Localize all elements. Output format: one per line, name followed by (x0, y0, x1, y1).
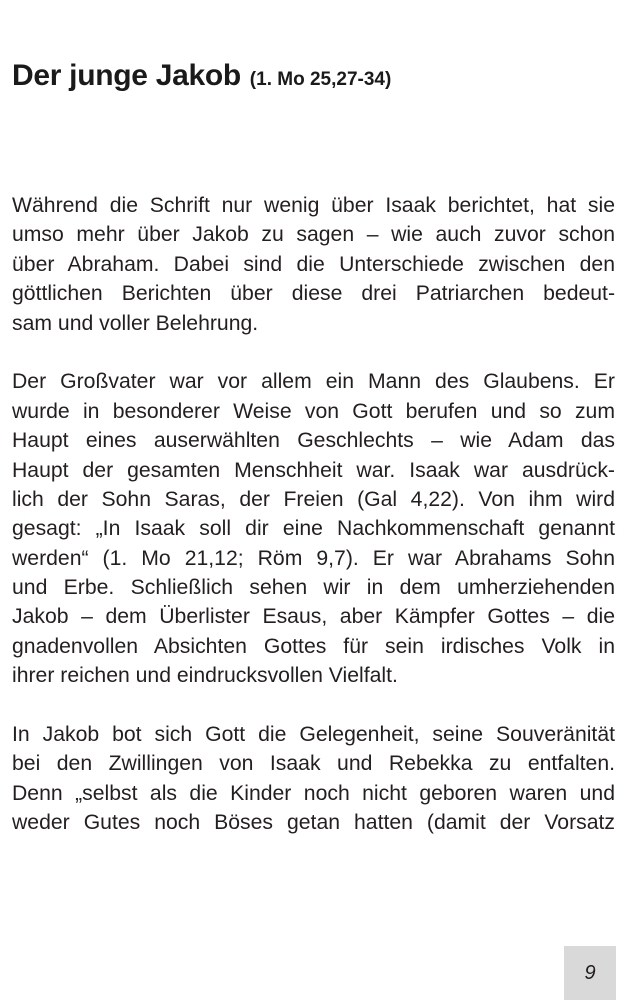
text-line: weder Gutes noch Böses getan hatten (damit der Vorsatz (12, 811, 615, 835)
text-line: Haupt der gesamten Menschheit war. Isaak war ausdrück- (12, 458, 615, 482)
text-line: Während die Schrift nur wenig über Isaak berichtet, hat sie (12, 194, 615, 217)
text-line: lich der Sohn Saras, der Freien (Gal 4,22). Von ihm wird (12, 487, 615, 511)
body-text (12, 191, 615, 867)
paragraph-2 (12, 367, 615, 690)
chapter-title: Der junge Jakob (12, 59, 241, 92)
page-number-box (564, 946, 616, 1000)
scripture-reference: (1. Mo 25,27-34) (249, 69, 392, 90)
text-line: In Jakob bot sich Gott die Gelegenheit, seine Souveränität (12, 723, 615, 747)
text-line: über Abraham. Dabei sind die Unterschiede zwischen den (12, 252, 615, 276)
text-line: bei den Zwillingen von Isaak und Rebekka zu entfalten. (12, 752, 615, 776)
text-line: gesagt: „In Isaak soll dir eine Nachkommenschaft genannt (12, 517, 615, 541)
text-line: Jakob – dem Überlister Esaus, aber Kämpfer Gottes – die (12, 605, 615, 629)
text-line: gnadenvollen Absichten Gottes für sein irdisches Volk in (12, 634, 615, 658)
text-line: Der Großvater war vor allem ein Mann des Glaubens. Er (12, 370, 615, 394)
text-line: werden“ (1. Mo 21,12; Röm 9,7). Er war Abrahams Sohn (12, 546, 615, 570)
text-line: göttlichen Berichten über diese drei Patriarchen bedeut- (12, 282, 615, 306)
paragraph-1 (12, 191, 615, 338)
paragraph-3 (12, 720, 615, 838)
text-line: ihrer reichen und eindrucksvollen Vielfalt. (12, 664, 398, 688)
text-line: Haupt eines auserwählten Geschlechts – wie Adam das (12, 429, 615, 453)
text-line: Denn „selbst als die Kinder noch nicht geboren waren und (12, 781, 615, 805)
text-line: umso mehr über Jakob zu sagen – wie auch zuvor schon (12, 223, 615, 247)
page-number: 9 (584, 961, 596, 984)
chapter-heading (12, 56, 391, 93)
text-line: wurde in besonderer Weise von Gott berufen und so zum (12, 399, 615, 423)
text-line: und Erbe. Schließlich sehen wir in dem umherziehenden (12, 576, 615, 600)
text-line: sam und voller Belehrung. (12, 311, 259, 335)
